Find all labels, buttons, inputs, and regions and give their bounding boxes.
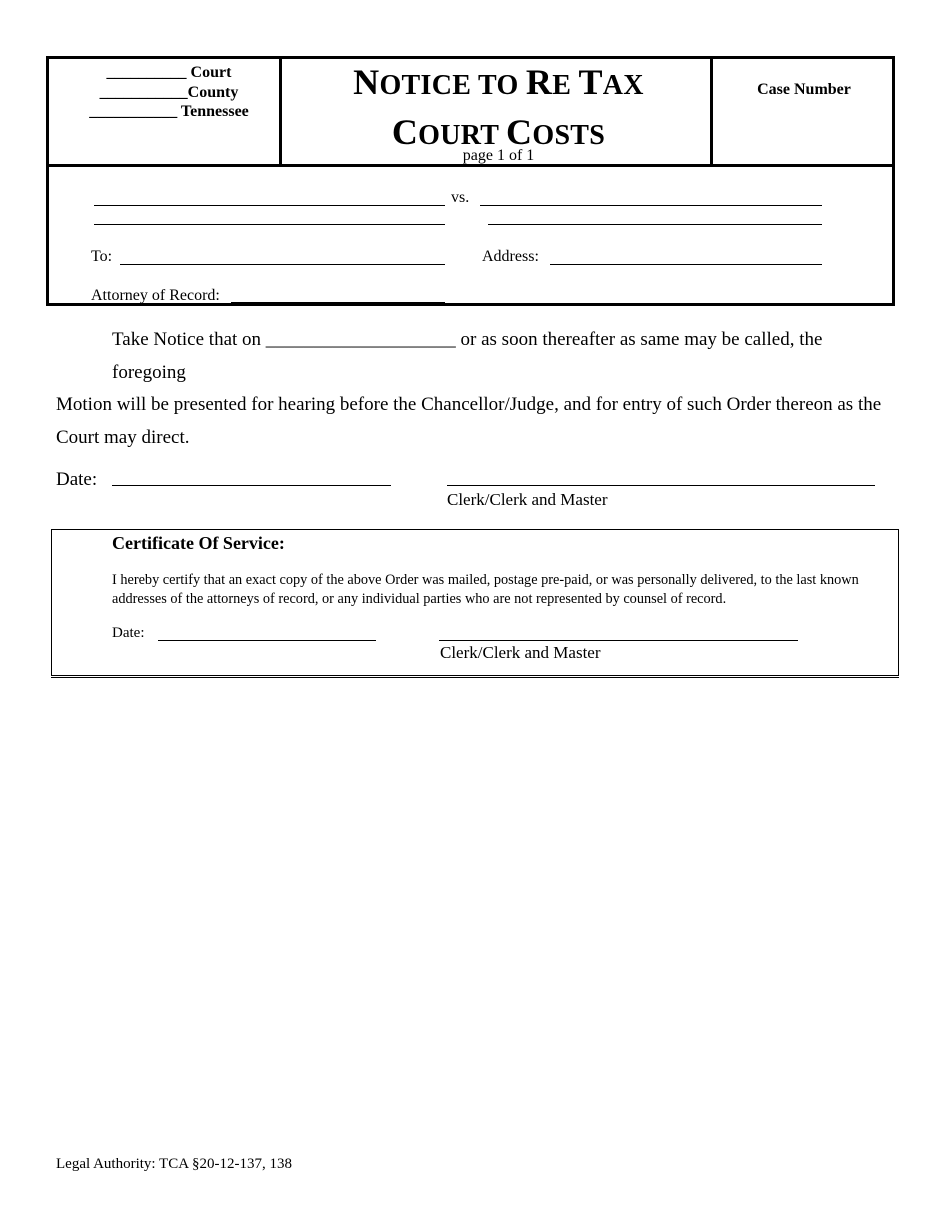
- certificate-double-rule: [51, 677, 899, 678]
- certificate-of-service: [51, 529, 899, 676]
- versus-label: vs.: [451, 189, 470, 206]
- address-field[interactable]: [550, 264, 822, 265]
- to-field[interactable]: [120, 264, 445, 265]
- state-line: ___________ Tennessee: [89, 103, 249, 120]
- legal-authority: Legal Authority: TCA §20-12-137, 138: [56, 1156, 292, 1172]
- county-line: ___________County: [99, 83, 239, 101]
- defendant-line-1[interactable]: [480, 205, 822, 206]
- plaintiff-line-2[interactable]: [94, 224, 445, 225]
- court-designation: [49, 63, 281, 122]
- certificate-title: Certificate Of Service:: [112, 533, 285, 553]
- date-label: Date:: [56, 469, 98, 490]
- to-label: To:: [91, 248, 113, 265]
- notice-line: Court may direct.: [56, 426, 190, 448]
- certificate-date-label: Date:: [112, 625, 145, 641]
- certificate-clerk-label: Clerk/Clerk and Master: [440, 643, 601, 662]
- form-header: [46, 56, 895, 167]
- court-line: __________ Court: [106, 64, 232, 81]
- clerk-signature-line[interactable]: [447, 485, 875, 486]
- form-title: [284, 61, 713, 161]
- clerk-label: Clerk/Clerk and Master: [447, 490, 608, 509]
- notice-line: Take Notice that on ____________________ or as soon thereafter as same may be called, the foregoing: [112, 329, 823, 383]
- case-number-label: Case Number: [757, 81, 851, 98]
- parties-section: [46, 161, 895, 306]
- plaintiff-line-1[interactable]: [94, 205, 445, 206]
- address-label: Address:: [482, 248, 539, 265]
- date-field[interactable]: [112, 485, 391, 486]
- certificate-text: I hereby certify that an exact copy of the above Order was mailed, postage pre-paid, or was personally delivered, to the last known addresses of the attorneys of record, or any individual parties who are not represented by counsel of record.: [112, 572, 859, 607]
- defendant-line-2[interactable]: [488, 224, 822, 225]
- notice-line: Motion will be presented for hearing before the Chancellor/Judge, and for entry of such Order thereon as the: [56, 394, 882, 415]
- certificate-clerk-signature-line[interactable]: [439, 640, 798, 641]
- certificate-date-field[interactable]: [158, 640, 376, 641]
- page-indicator: page 1 of 1: [462, 147, 535, 164]
- attorney-field[interactable]: [231, 302, 445, 303]
- title-line-2: COURT COSTS: [391, 112, 606, 152]
- attorney-label: Attorney of Record:: [91, 287, 220, 304]
- title-line-1: NOTICE TO RE TAX: [353, 62, 644, 102]
- notice-paragraph: [56, 324, 891, 454]
